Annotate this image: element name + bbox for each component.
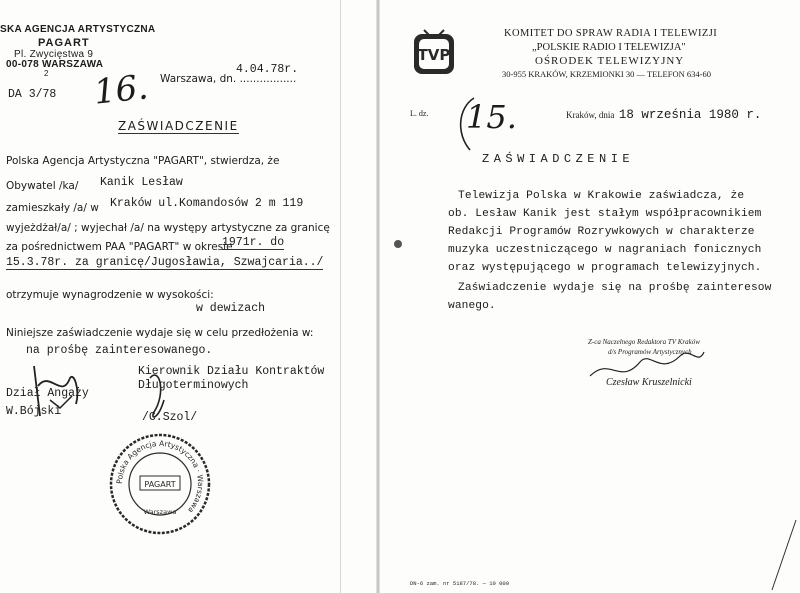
tv-logo-icon xyxy=(410,28,458,78)
body-line-7: wanego. xyxy=(448,300,496,312)
print-footer: DN-6 zam. nr 5187/78. — 10 000 xyxy=(410,580,510,587)
tv-certificate-page xyxy=(380,0,800,593)
seal-bottom-text: Warszawa xyxy=(143,508,177,516)
handwritten-number: 16. xyxy=(92,67,151,113)
agency-street: Pl. Zwycięstwa 9 xyxy=(14,49,94,60)
address-phone: 30-955 KRAKÓW, KRZEMIONKI 30 — TELEFON 634-60 xyxy=(502,69,711,79)
document-number: DA 3/78 xyxy=(8,88,57,101)
signer-left-name: W.Bójski xyxy=(6,405,62,418)
body-line-1: Telewizja Polska w Krakowie zaświadcza, że xyxy=(458,190,745,202)
agency-name-line: SKA AGENCJA ARTYSTYCZNA xyxy=(0,24,156,35)
institution-name: „POLSKIE RADIO I TELEWIZJA" xyxy=(532,42,686,53)
body-line-2: ob. Lesław Kanik jest stałym współpracownikiem xyxy=(448,208,762,220)
seal-ring-text: Polska Agencja Artystyczna · Warszawa xyxy=(114,438,206,515)
body-line-6: Zaświadczenie wydaje się na prośbę zainteresow xyxy=(458,282,772,294)
signer-right-title: Kierownik Działu Kontraktów xyxy=(138,365,325,378)
payment-label: otrzymuje wynagrodzenie w wysokości: xyxy=(6,289,214,301)
signer-right-title-cont: Długoterminowych xyxy=(138,379,249,392)
purpose-label: Niniejsze zaświadczenie wydaje się w celu przedłożenia w: xyxy=(6,327,314,339)
resident-label: zamieszkały /a/ w xyxy=(6,202,99,214)
agency-short-name: PAGART xyxy=(38,37,90,49)
pagart-certificate-page xyxy=(0,0,376,593)
punch-hole-mark xyxy=(394,240,402,248)
signer-right-name: /C.Szol/ xyxy=(142,411,198,424)
committee-name: KOMITET DO SPRAW RADIA I TELEWIZJI xyxy=(504,28,718,39)
certificate-title: ZAŚWIADCZENIE xyxy=(482,152,635,166)
certificate-title: ZAŚWIADCZENIE xyxy=(118,119,239,133)
round-seal-stamp xyxy=(108,432,212,536)
signature-scribble xyxy=(580,326,710,396)
purpose-value: na prośbę zainteresowanego. xyxy=(26,344,213,357)
issue-date: 4.04.78r. xyxy=(236,63,299,76)
resident-address: Kraków ul.Komandosów 2 m 119 xyxy=(110,197,304,210)
reference-label: L. dz. xyxy=(410,109,429,118)
travel-line: wyjeżdżał/a/ ; wyjechał /a/ na występy artystyczne za granicę xyxy=(6,222,330,234)
signer-name: Czesław Kruszelnicki xyxy=(606,377,692,388)
center-name: OŚRODEK TELEWIZYJNY xyxy=(535,55,685,67)
scan-edge-mark xyxy=(768,520,798,590)
tv-logo-text: TVP xyxy=(417,46,451,64)
issue-place-date: Kraków, dnia 18 września 1980 r. xyxy=(566,108,762,122)
period-label: za pośrednictwem PAA "PAGART" w okresie xyxy=(6,241,233,253)
handwritten-bracket xyxy=(452,94,482,154)
agency-city: 00-078 WARSZAWA xyxy=(6,59,104,70)
period-start: 1971r. do xyxy=(222,236,285,249)
signer-title: Z-ca Naczelnego Redaktora TV Kraków xyxy=(588,338,700,346)
signature-scribbles xyxy=(0,360,240,440)
payment-value: w dewizach xyxy=(196,302,266,315)
seal-center-text: PAGART xyxy=(144,480,176,489)
citizen-name: Kanik Lesław xyxy=(100,176,183,189)
handwritten-number: 15. xyxy=(466,98,517,136)
left-page-edge xyxy=(340,0,341,593)
agency-extra: 2 xyxy=(44,69,49,78)
place-date-label: Warszawa, dn. ................. xyxy=(160,73,297,85)
body-line-3: Redakcji Programów Rozrywkowych w charakterze xyxy=(448,226,755,238)
signer-title-cont: d/s Programów Artystycznych xyxy=(608,348,692,356)
period-end: 15.3.78r. za granicę/Jugosławia, Szwajcaria../ xyxy=(6,256,324,269)
body-line-5: oraz występującego w programach telewizyjnych. xyxy=(448,262,762,274)
citizen-label: Obywatel /ka/ xyxy=(6,180,79,192)
intro-line: Polska Agencja Artystyczna "PAGART", stwierdza, że xyxy=(6,155,280,167)
svg-text:Polska Agencja Artystyczna · W xyxy=(115,439,205,515)
body-line-4: muzyka uczestniczącego w nagraniach fonicznych xyxy=(448,244,762,256)
signer-left-department: Dział Angaży xyxy=(6,387,89,400)
